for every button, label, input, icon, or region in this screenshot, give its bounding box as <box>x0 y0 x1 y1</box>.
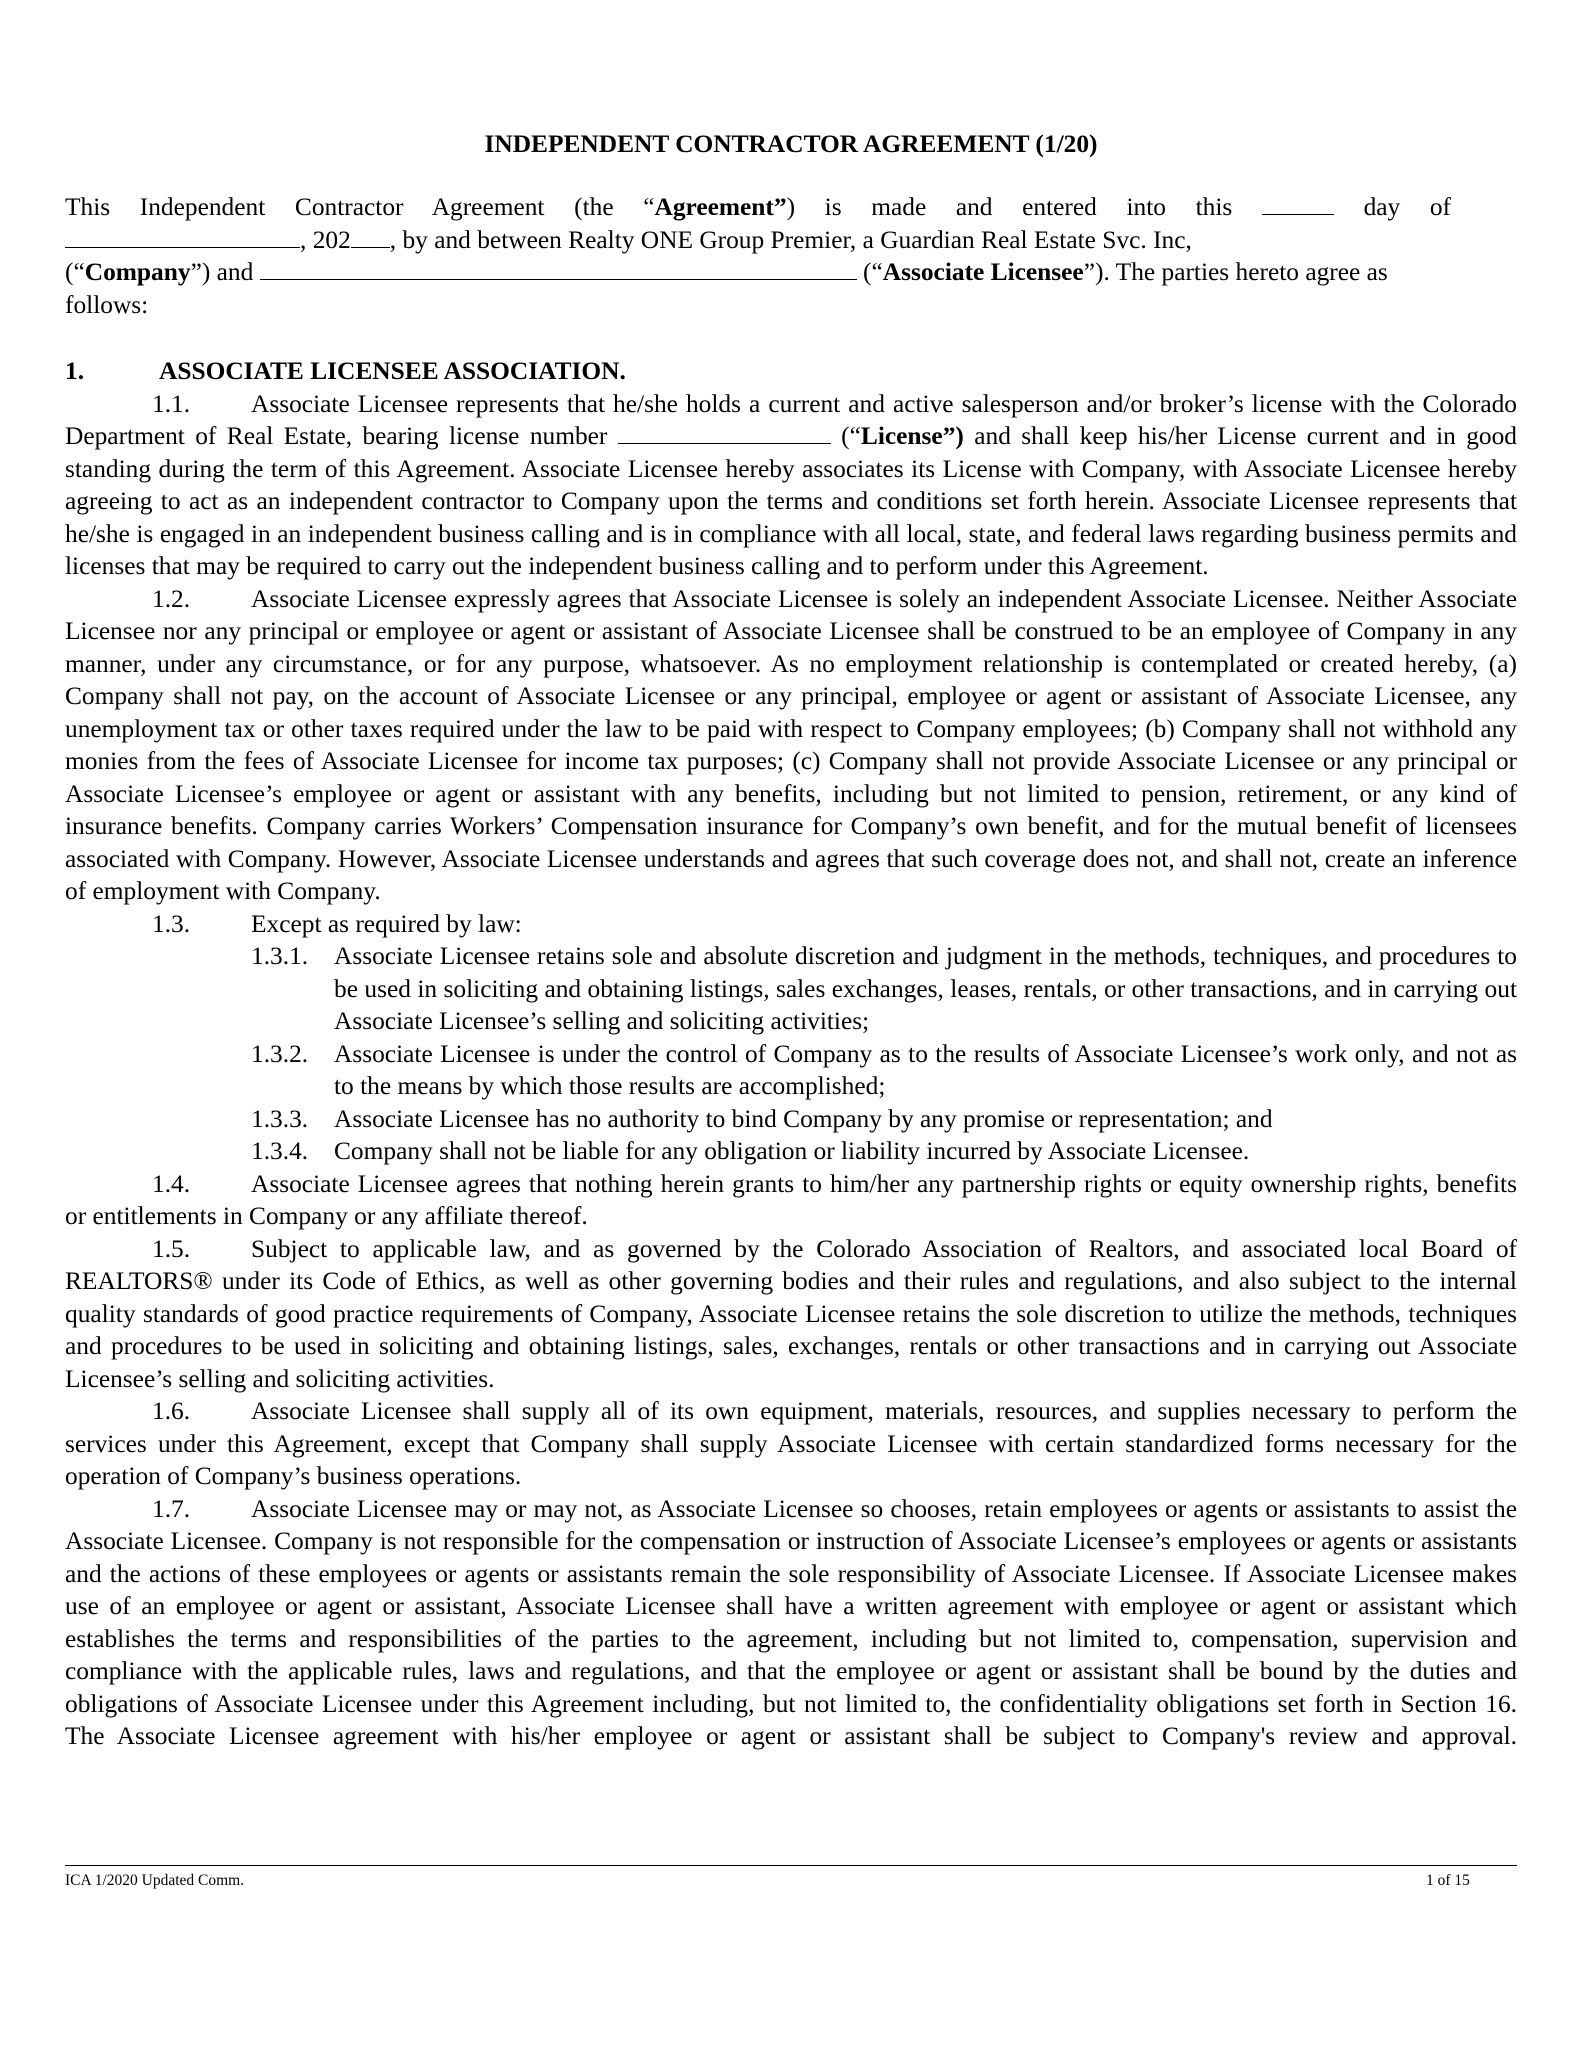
clause-1-6: 1.6. Associate Licensee shall supply all of its own equipment, materials, resources, and supplies necessary to perform the services under this Agreement, except that Company shall supply Associate Licensee with certain standardized forms necessary for the operation of Company’s business operations. <box>65 1397 1517 1490</box>
clause-1-4: 1.4. Associate Licensee agrees that nothing herein grants to him/her any partnership rights or equity ownership rights, benefits or entitlements in Company or any affiliate thereof. <box>65 1169 1517 1230</box>
intro-line-3: (“Company”) and (“Associate Licensee”). The parties hereto agree as <box>65 258 1388 286</box>
license-number-blank[interactable] <box>618 421 831 444</box>
footer-form-id: ICA 1/2020 Updated Comm. <box>65 1872 245 1889</box>
year-blank[interactable] <box>351 225 390 248</box>
associate-name-blank[interactable] <box>260 257 857 280</box>
intro-line-4: follows: <box>65 290 149 319</box>
document-title: INDEPENDENT CONTRACTOR AGREEMENT (1/20) <box>484 130 1098 158</box>
footer-page-number: 1 of 15 <box>1426 1872 1470 1889</box>
intro-paragraph <box>65 191 1517 321</box>
month-blank[interactable] <box>65 225 300 248</box>
clause-1-3: 1.3. Except as required by law: <box>152 909 522 938</box>
section-1 <box>65 355 1517 1753</box>
clause-1-2: 1.2. Associate Licensee expressly agrees that Associate Licensee is solely an independent Associate Licensee. Neither Associate Licensee nor any principal or employee or agent or assistant of Associate Licensee shall be construed to be an employee of Company in any manner, under any circumstance, or for any purpose, whatsoever. As no employment relationship is contemplated or created hereby, (a) Company shall not pay, on the account of Associate Licensee or any principal, employee or agent or assistant of Associate Licensee, any unemployment tax or other taxes required under the law to be paid with respect to Company employees; (b) Company shall not withhold any monies from the fees of Associate Licensee for income tax purposes; (c) Company shall not provide Associate Licensee or any principal or Associate Licensee’s employee or agent or assistant with any benefits, including but not limited to pension, retirement, or any kind of insurance benefits. Company carries Workers’ Compensation insurance for Company’s own benefit, and for the mutual benefit of licensees associated with Company. However, Associate Licensee understands and agrees that such coverage does not, and shall not, create an inference of employment with Company. <box>65 584 1517 905</box>
footer-divider <box>65 1865 1517 1866</box>
clause-1-3-2: 1.3.2. Associate Licensee is under the control of Company as to the results of Associate Licensee’s work only, and not as to the means by which those results are accomplished; <box>251 1039 1517 1100</box>
section-heading: 1. ASSOCIATE LICENSEE ASSOCIATION. <box>65 357 626 385</box>
day-blank[interactable] <box>1262 192 1334 215</box>
clause-1-1: 1.1. Associate Licensee represents that he/she holds a current and active salesperson and/or broker’s license with the Colorado Department of Real Estate, bearing license number (“License”) and shall keep his/her License current and in good standing during the term of this Agreement. Associate Licensee hereby associates its License with Company, with Associate Licensee hereby agreeing to act as an independent contractor to Company upon the terms and conditions set forth herein. Associate Licensee represents that he/she is engaged in an independent business calling and is in compliance with all local, state, and federal laws regarding business permits and licenses that may be required to carry out the independent business calling and to perform under this Agreement. <box>65 389 1517 580</box>
clause-1-3-4: 1.3.4. Company shall not be liable for any obligation or liability incurred by Associate Licensee. <box>251 1137 1250 1165</box>
intro-line-1: This Independent Contractor Agreement (the “Agreement”) is made and entered into this day of <box>65 193 1452 221</box>
intro-line-2: , 202 , by and between Realty ONE Group Premier, a Guardian Real Estate Svc. Inc, <box>65 224 1517 257</box>
clause-1-5: 1.5. Subject to applicable law, and as governed by the Colorado Association of Realtors, and associated local Board of REALTORS® under its Code of Ethics, as well as other governing bodies and their rules and regulations, and also subject to the internal quality standards of good practice requirements of Company, Associate Licensee retains the sole discretion to utilize the methods, techniques and procedures to be used in soliciting and obtaining listings, sales, exchanges, rentals or other transactions and in carrying out Associate Licensee’s selling and soliciting activities. <box>65 1234 1517 1393</box>
clause-1-3-1: 1.3.1. Associate Licensee retains sole and absolute discretion and judgment in the methods, techniques, and procedures to be used in soliciting and obtaining listings, sales exchanges, leases, rentals, or other transactions, and in carrying out Associate Licensee’s selling and soliciting activities; <box>251 942 1517 1035</box>
clause-1-7: 1.7. Associate Licensee may or may not, as Associate Licensee so chooses, retain employees or agents or assistants to assist the Associate Licensee. Company is not responsible for the compensation or instruction of Associate Licensee’s employees or agents or assistants and the actions of these employees or agents or assistants remain the sole responsibility of Associate Licensee. If Associate Licensee makes use of an employee or agent or assistant, Associate Licensee shall have a written agreement with employee or agent or assistant which establishes the terms and responsibilities of the parties to the agreement, including but not limited to, compensation, supervision and compliance with the applicable rules, laws and regulations, and that the employee or agent or assistant shall be bound by the duties and obligations of Associate Licensee under this Agreement including, but not limited to, the confidentiality obligations set forth in Section 16. The Associate Licensee agreement with his/her employee or agent or assistant shall be subject to Company's review and approval. <box>65 1494 1517 1750</box>
clause-1-3-3: 1.3.3. Associate Licensee has no authority to bind Company by any promise or representation; and <box>251 1104 1273 1133</box>
